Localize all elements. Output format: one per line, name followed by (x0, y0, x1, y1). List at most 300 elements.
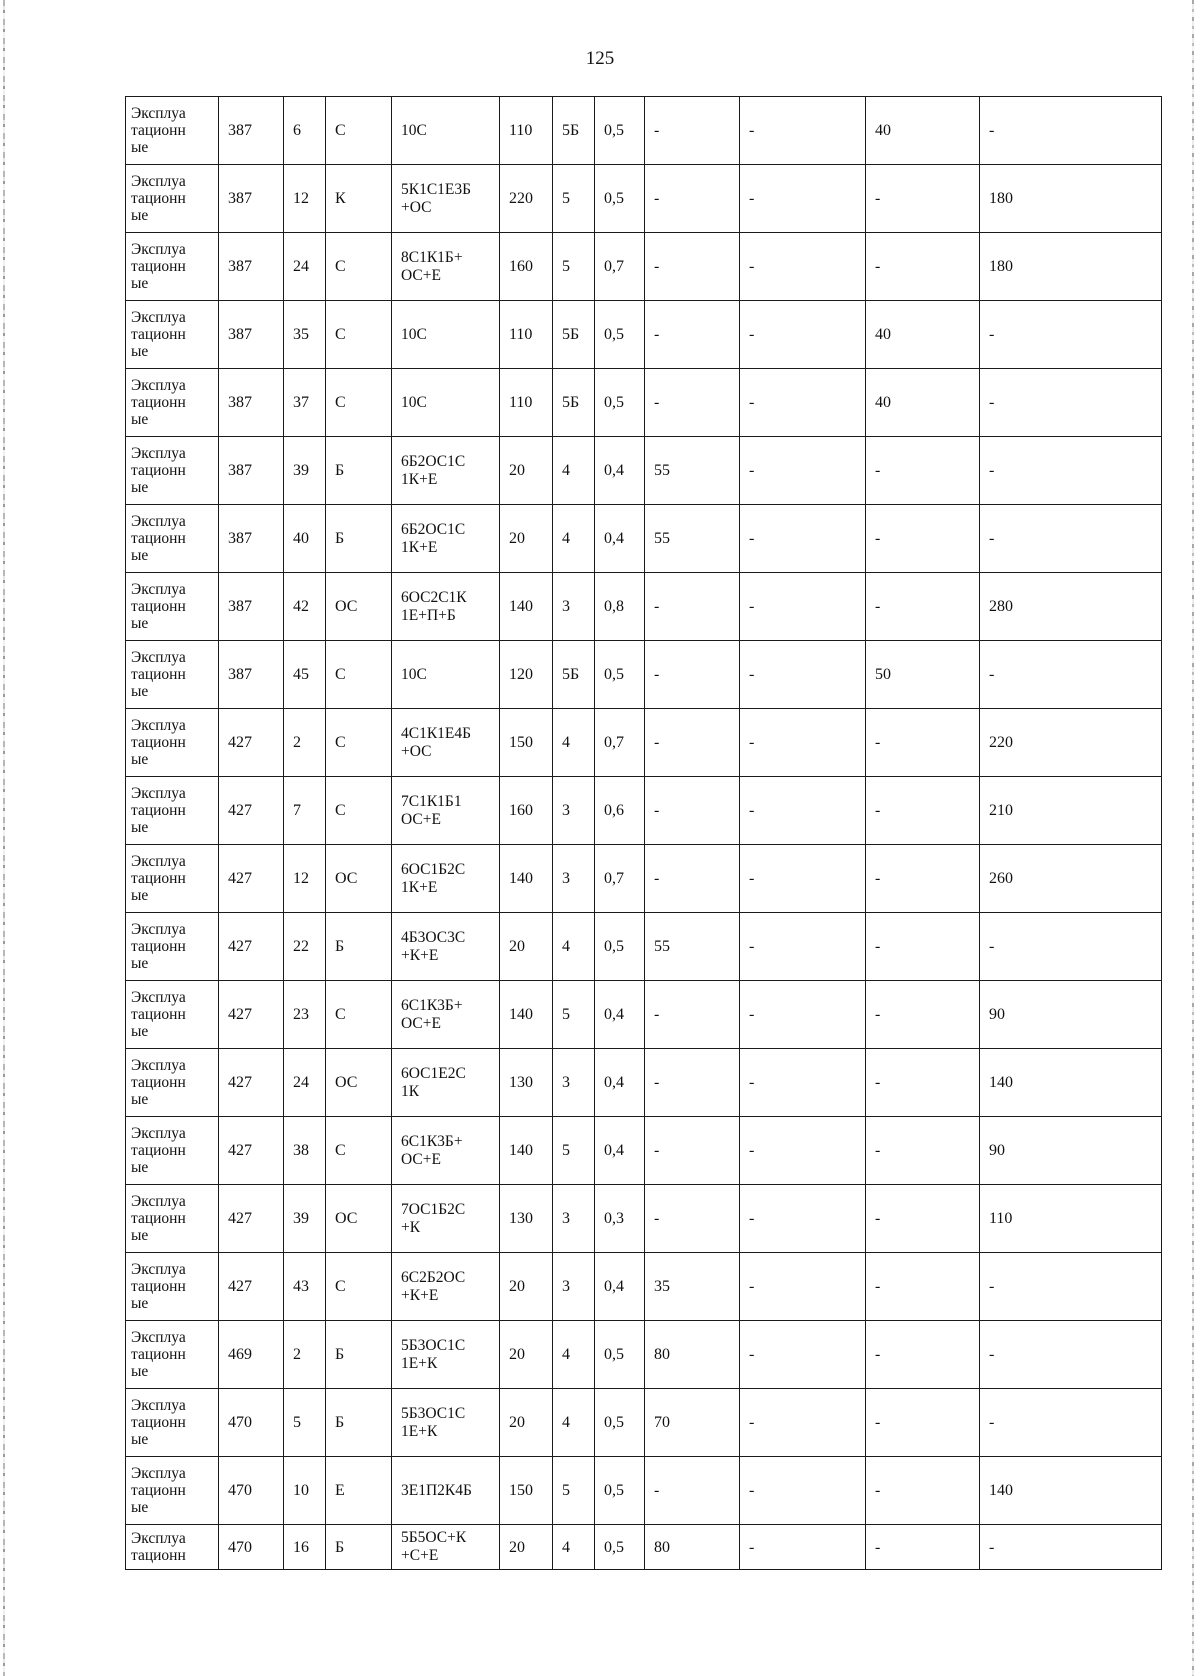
category-line: Эксплуа (131, 105, 186, 122)
col10-cell: - (866, 777, 980, 845)
bonitet-cell: 5 (553, 165, 595, 233)
page-number: 125 (585, 48, 615, 69)
col11-cell: 180 (980, 233, 1162, 301)
composition-line: 5Б3ОС1С (401, 1336, 466, 1354)
category-line: ые (131, 479, 149, 496)
col8-cell: 80 (645, 1525, 740, 1570)
table-row (126, 437, 1162, 505)
category-cell (126, 165, 219, 233)
col11-cell: - (980, 641, 1162, 709)
category-line: Эксплуа (131, 1329, 186, 1346)
bonitet-cell: 5 (553, 233, 595, 301)
age-cell: 20 (500, 437, 553, 505)
col10-cell: - (866, 165, 980, 233)
dominant-species-cell: Б (326, 505, 392, 573)
col9-cell: - (740, 1457, 866, 1525)
table-row (126, 981, 1162, 1049)
composition-cell (392, 709, 500, 777)
plot-number-cell: 37 (284, 369, 326, 437)
col8-cell: - (645, 777, 740, 845)
dominant-species-cell: С (326, 301, 392, 369)
density-cell: 0,8 (595, 573, 645, 641)
category-line: ые (131, 1499, 149, 1516)
col11-cell: - (980, 437, 1162, 505)
quarter-number-cell: 387 (219, 505, 284, 573)
bonitet-cell: 3 (553, 1049, 595, 1117)
composition-line: 6ОС1Б2С (401, 860, 466, 878)
composition-line: 10С (401, 121, 427, 139)
scan-edge-right (1192, 0, 1194, 1676)
table-row (126, 1049, 1162, 1117)
composition-cell (392, 369, 500, 437)
density-cell: 0,5 (595, 1389, 645, 1457)
col10-cell: - (866, 505, 980, 573)
plot-number-cell: 2 (284, 1321, 326, 1389)
density-cell: 0,4 (595, 437, 645, 505)
category-line: тационн (131, 326, 186, 343)
composition-line: 6Б2ОС1С (401, 520, 466, 538)
col11-cell: - (980, 1253, 1162, 1321)
col11-cell: - (980, 1389, 1162, 1457)
col9-cell: - (740, 845, 866, 913)
category-cell (126, 97, 219, 165)
quarter-number-cell: 427 (219, 709, 284, 777)
category-line: тационн (131, 1006, 186, 1023)
composition-line: 6С1К3Б+ (401, 996, 463, 1014)
composition-line: 1К (401, 1082, 420, 1100)
category-line: ые (131, 955, 149, 972)
category-line: ые (131, 207, 149, 224)
category-line: Эксплуа (131, 1530, 186, 1547)
dominant-species-cell: С (326, 641, 392, 709)
col10-cell: - (866, 1117, 980, 1185)
density-cell: 0,7 (595, 845, 645, 913)
dominant-species-cell: Б (326, 913, 392, 981)
category-line: тационн (131, 462, 186, 479)
plot-number-cell: 2 (284, 709, 326, 777)
col9-cell: - (740, 1321, 866, 1389)
col9-cell: - (740, 369, 866, 437)
forest-plot-table (125, 96, 1162, 1570)
composition-cell (392, 1321, 500, 1389)
age-cell: 150 (500, 709, 553, 777)
category-line: тационн (131, 666, 186, 683)
bonitet-cell: 5 (553, 981, 595, 1049)
col10-cell: - (866, 1321, 980, 1389)
bonitet-cell: 4 (553, 1525, 595, 1570)
dominant-species-cell: Б (326, 1321, 392, 1389)
quarter-number-cell: 387 (219, 301, 284, 369)
bonitet-cell: 4 (553, 913, 595, 981)
col8-cell: - (645, 165, 740, 233)
col9-cell: - (740, 437, 866, 505)
age-cell: 20 (500, 1253, 553, 1321)
table-row (126, 709, 1162, 777)
table-row (126, 1253, 1162, 1321)
age-cell: 110 (500, 301, 553, 369)
col10-cell: - (866, 1525, 980, 1570)
composition-cell (392, 641, 500, 709)
composition-cell (392, 573, 500, 641)
table-row (126, 369, 1162, 437)
col10-cell: - (866, 1049, 980, 1117)
density-cell: 0,5 (595, 369, 645, 437)
table-row (126, 505, 1162, 573)
col10-cell: - (866, 913, 980, 981)
quarter-number-cell: 387 (219, 165, 284, 233)
plot-number-cell: 5 (284, 1389, 326, 1457)
density-cell: 0,4 (595, 1253, 645, 1321)
col8-cell: - (645, 573, 740, 641)
composition-line: 6ОС2С1К (401, 588, 467, 606)
plot-number-cell: 23 (284, 981, 326, 1049)
table-row (126, 1185, 1162, 1253)
col11-cell: 180 (980, 165, 1162, 233)
col9-cell: - (740, 1049, 866, 1117)
table-row (126, 165, 1162, 233)
plot-number-cell: 16 (284, 1525, 326, 1570)
plot-number-cell: 45 (284, 641, 326, 709)
category-line: Эксплуа (131, 241, 186, 258)
category-line: ые (131, 1295, 149, 1312)
composition-line: 3Е1П2К4Б (401, 1481, 472, 1499)
plot-number-cell: 12 (284, 165, 326, 233)
composition-line: 6С1К3Б+ (401, 1132, 463, 1150)
category-line: Эксплуа (131, 921, 186, 938)
col11-cell: - (980, 505, 1162, 573)
age-cell: 160 (500, 777, 553, 845)
category-line: тационн (131, 734, 186, 751)
col11-cell: - (980, 1525, 1162, 1570)
col9-cell: - (740, 97, 866, 165)
category-line: Эксплуа (131, 1465, 186, 1482)
age-cell: 220 (500, 165, 553, 233)
col11-cell: - (980, 97, 1162, 165)
composition-line: ОС+Е (401, 266, 441, 284)
category-cell (126, 1185, 219, 1253)
composition-cell (392, 1525, 500, 1570)
density-cell: 0,5 (595, 165, 645, 233)
category-cell (126, 981, 219, 1049)
composition-line: 10С (401, 325, 427, 343)
quarter-number-cell: 470 (219, 1457, 284, 1525)
composition-cell (392, 913, 500, 981)
composition-cell (392, 505, 500, 573)
density-cell: 0,7 (595, 709, 645, 777)
composition-line: +ОС (401, 198, 432, 216)
col11-cell: 140 (980, 1049, 1162, 1117)
category-line: Эксплуа (131, 1057, 186, 1074)
age-cell: 130 (500, 1185, 553, 1253)
table-row (126, 573, 1162, 641)
col9-cell: - (740, 641, 866, 709)
quarter-number-cell: 427 (219, 1185, 284, 1253)
category-line: тационн (131, 1278, 186, 1295)
dominant-species-cell: С (326, 233, 392, 301)
col11-cell: - (980, 1321, 1162, 1389)
composition-line: 1К+Е (401, 878, 438, 896)
col8-cell: 55 (645, 505, 740, 573)
col8-cell: - (645, 1117, 740, 1185)
table-row (126, 301, 1162, 369)
category-line: ые (131, 547, 149, 564)
quarter-number-cell: 387 (219, 641, 284, 709)
plot-number-cell: 6 (284, 97, 326, 165)
quarter-number-cell: 427 (219, 1049, 284, 1117)
dominant-species-cell: С (326, 1117, 392, 1185)
composition-cell (392, 301, 500, 369)
bonitet-cell: 4 (553, 505, 595, 573)
composition-line: 7ОС1Б2С (401, 1200, 466, 1218)
category-line: Эксплуа (131, 785, 186, 802)
quarter-number-cell: 387 (219, 97, 284, 165)
category-cell (126, 1321, 219, 1389)
dominant-species-cell: ОС (326, 573, 392, 641)
age-cell: 140 (500, 981, 553, 1049)
plot-number-cell: 12 (284, 845, 326, 913)
dominant-species-cell: ОС (326, 1049, 392, 1117)
category-line: тационн (131, 598, 186, 615)
col9-cell: - (740, 1525, 866, 1570)
dominant-species-cell: Б (326, 437, 392, 505)
composition-line: 10С (401, 665, 427, 683)
bonitet-cell: 3 (553, 1253, 595, 1321)
category-cell (126, 709, 219, 777)
category-line: ые (131, 1159, 149, 1176)
table-row (126, 913, 1162, 981)
category-cell (126, 777, 219, 845)
category-line: тационн (131, 938, 186, 955)
composition-line: ОС+Е (401, 1014, 441, 1032)
quarter-number-cell: 470 (219, 1525, 284, 1570)
category-line: тационн (131, 190, 186, 207)
composition-line: 6Б2ОС1С (401, 452, 466, 470)
age-cell: 20 (500, 1525, 553, 1570)
composition-line: 4Б3ОС3С (401, 928, 466, 946)
category-line: тационн (131, 1142, 186, 1159)
composition-cell (392, 1389, 500, 1457)
col10-cell: - (866, 709, 980, 777)
composition-line: +К (401, 1218, 421, 1236)
category-line: тационн (131, 258, 186, 275)
col11-cell: 140 (980, 1457, 1162, 1525)
table-row (126, 845, 1162, 913)
age-cell: 110 (500, 369, 553, 437)
composition-cell (392, 777, 500, 845)
bonitet-cell: 4 (553, 1321, 595, 1389)
category-line: Эксплуа (131, 717, 186, 734)
composition-line: 5Б3ОС1С (401, 1404, 466, 1422)
density-cell: 0,6 (595, 777, 645, 845)
bonitet-cell: 5Б (553, 369, 595, 437)
col8-cell: - (645, 1049, 740, 1117)
category-line: Эксплуа (131, 1261, 186, 1278)
bonitet-cell: 5Б (553, 301, 595, 369)
category-line: тационн (131, 802, 186, 819)
age-cell: 20 (500, 1321, 553, 1389)
table-row (126, 1525, 1162, 1570)
col11-cell: - (980, 913, 1162, 981)
composition-line: 1К+Е (401, 538, 438, 556)
col11-cell: 90 (980, 981, 1162, 1049)
composition-cell (392, 97, 500, 165)
col11-cell: 220 (980, 709, 1162, 777)
density-cell: 0,5 (595, 97, 645, 165)
bonitet-cell: 4 (553, 1389, 595, 1457)
plot-number-cell: 43 (284, 1253, 326, 1321)
category-cell (126, 573, 219, 641)
col11-cell: - (980, 301, 1162, 369)
composition-cell (392, 981, 500, 1049)
category-line: ые (131, 751, 149, 768)
col9-cell: - (740, 573, 866, 641)
category-line: ые (131, 819, 149, 836)
composition-line: 5К1С1Е3Б (401, 180, 472, 198)
col10-cell: - (866, 437, 980, 505)
category-line: тационн (131, 1414, 186, 1431)
bonitet-cell: 3 (553, 573, 595, 641)
col9-cell: - (740, 233, 866, 301)
composition-line: 7С1К1Б1 (401, 792, 462, 810)
col9-cell: - (740, 1185, 866, 1253)
age-cell: 140 (500, 845, 553, 913)
col8-cell: - (645, 369, 740, 437)
category-line: Эксплуа (131, 1193, 186, 1210)
category-line: ые (131, 1227, 149, 1244)
table-row (126, 777, 1162, 845)
quarter-number-cell: 387 (219, 233, 284, 301)
category-line: Эксплуа (131, 513, 186, 530)
category-line: Эксплуа (131, 989, 186, 1006)
composition-line: +К+Е (401, 1286, 439, 1304)
quarter-number-cell: 387 (219, 437, 284, 505)
category-line: ые (131, 139, 149, 156)
composition-line: 1Е+П+Б (401, 606, 456, 624)
scan-edge-left (3, 0, 5, 1676)
dominant-species-cell: Б (326, 1389, 392, 1457)
col9-cell: - (740, 1117, 866, 1185)
category-line: Эксплуа (131, 853, 186, 870)
category-line: тационн (131, 1346, 186, 1363)
density-cell: 0,5 (595, 1321, 645, 1389)
col8-cell: - (645, 1185, 740, 1253)
col10-cell: - (866, 1253, 980, 1321)
col10-cell: - (866, 1185, 980, 1253)
age-cell: 20 (500, 1389, 553, 1457)
category-line: ые (131, 887, 149, 904)
density-cell: 0,4 (595, 1049, 645, 1117)
col8-cell: - (645, 97, 740, 165)
col11-cell: 260 (980, 845, 1162, 913)
age-cell: 160 (500, 233, 553, 301)
category-line: ые (131, 1023, 149, 1040)
category-cell (126, 369, 219, 437)
category-line: Эксплуа (131, 581, 186, 598)
category-line: ые (131, 683, 149, 700)
composition-cell (392, 437, 500, 505)
bonitet-cell: 5Б (553, 641, 595, 709)
density-cell: 0,5 (595, 641, 645, 709)
category-line: тационн (131, 394, 186, 411)
bonitet-cell: 5 (553, 1117, 595, 1185)
plot-number-cell: 7 (284, 777, 326, 845)
composition-line: 1Е+К (401, 1422, 438, 1440)
plot-number-cell: 24 (284, 1049, 326, 1117)
age-cell: 140 (500, 573, 553, 641)
age-cell: 140 (500, 1117, 553, 1185)
category-line: ые (131, 411, 149, 428)
density-cell: 0,5 (595, 1525, 645, 1570)
dominant-species-cell: ОС (326, 845, 392, 913)
col10-cell: 40 (866, 369, 980, 437)
composition-line: 4С1К1Е4Б (401, 724, 472, 742)
age-cell: 130 (500, 1049, 553, 1117)
dominant-species-cell: С (326, 369, 392, 437)
category-cell (126, 913, 219, 981)
bonitet-cell: 5 (553, 1457, 595, 1525)
col9-cell: - (740, 1253, 866, 1321)
composition-cell (392, 845, 500, 913)
category-line: ые (131, 1431, 149, 1448)
category-cell (126, 1117, 219, 1185)
category-line: Эксплуа (131, 377, 186, 394)
plot-number-cell: 40 (284, 505, 326, 573)
category-line: Эксплуа (131, 309, 186, 326)
category-cell (126, 1525, 219, 1570)
col10-cell: - (866, 573, 980, 641)
col10-cell: - (866, 1389, 980, 1457)
table-row (126, 1321, 1162, 1389)
density-cell: 0,4 (595, 1117, 645, 1185)
plot-number-cell: 39 (284, 437, 326, 505)
category-line: Эксплуа (131, 445, 186, 462)
category-cell (126, 1457, 219, 1525)
col10-cell: 40 (866, 97, 980, 165)
dominant-species-cell: С (326, 97, 392, 165)
dominant-species-cell: С (326, 981, 392, 1049)
density-cell: 0,5 (595, 301, 645, 369)
bonitet-cell: 3 (553, 777, 595, 845)
quarter-number-cell: 427 (219, 913, 284, 981)
category-cell (126, 505, 219, 573)
density-cell: 0,7 (595, 233, 645, 301)
col8-cell: 55 (645, 913, 740, 981)
plot-number-cell: 39 (284, 1185, 326, 1253)
col8-cell: - (645, 845, 740, 913)
quarter-number-cell: 427 (219, 981, 284, 1049)
col8-cell: - (645, 301, 740, 369)
bonitet-cell: 4 (553, 437, 595, 505)
composition-line: 1К+Е (401, 470, 438, 488)
density-cell: 0,4 (595, 505, 645, 573)
dominant-species-cell: К (326, 165, 392, 233)
table-body (126, 97, 1162, 1570)
density-cell: 0,4 (595, 981, 645, 1049)
col8-cell: - (645, 641, 740, 709)
dominant-species-cell: С (326, 777, 392, 845)
quarter-number-cell: 427 (219, 1253, 284, 1321)
col9-cell: - (740, 165, 866, 233)
age-cell: 20 (500, 505, 553, 573)
col8-cell: - (645, 1457, 740, 1525)
category-line: тационн (131, 1482, 186, 1499)
col10-cell: - (866, 233, 980, 301)
composition-line: 10С (401, 393, 427, 411)
category-line: тационн (131, 1547, 186, 1564)
age-cell: 120 (500, 641, 553, 709)
composition-line: 8С1К1Б+ (401, 248, 463, 266)
dominant-species-cell: ОС (326, 1185, 392, 1253)
